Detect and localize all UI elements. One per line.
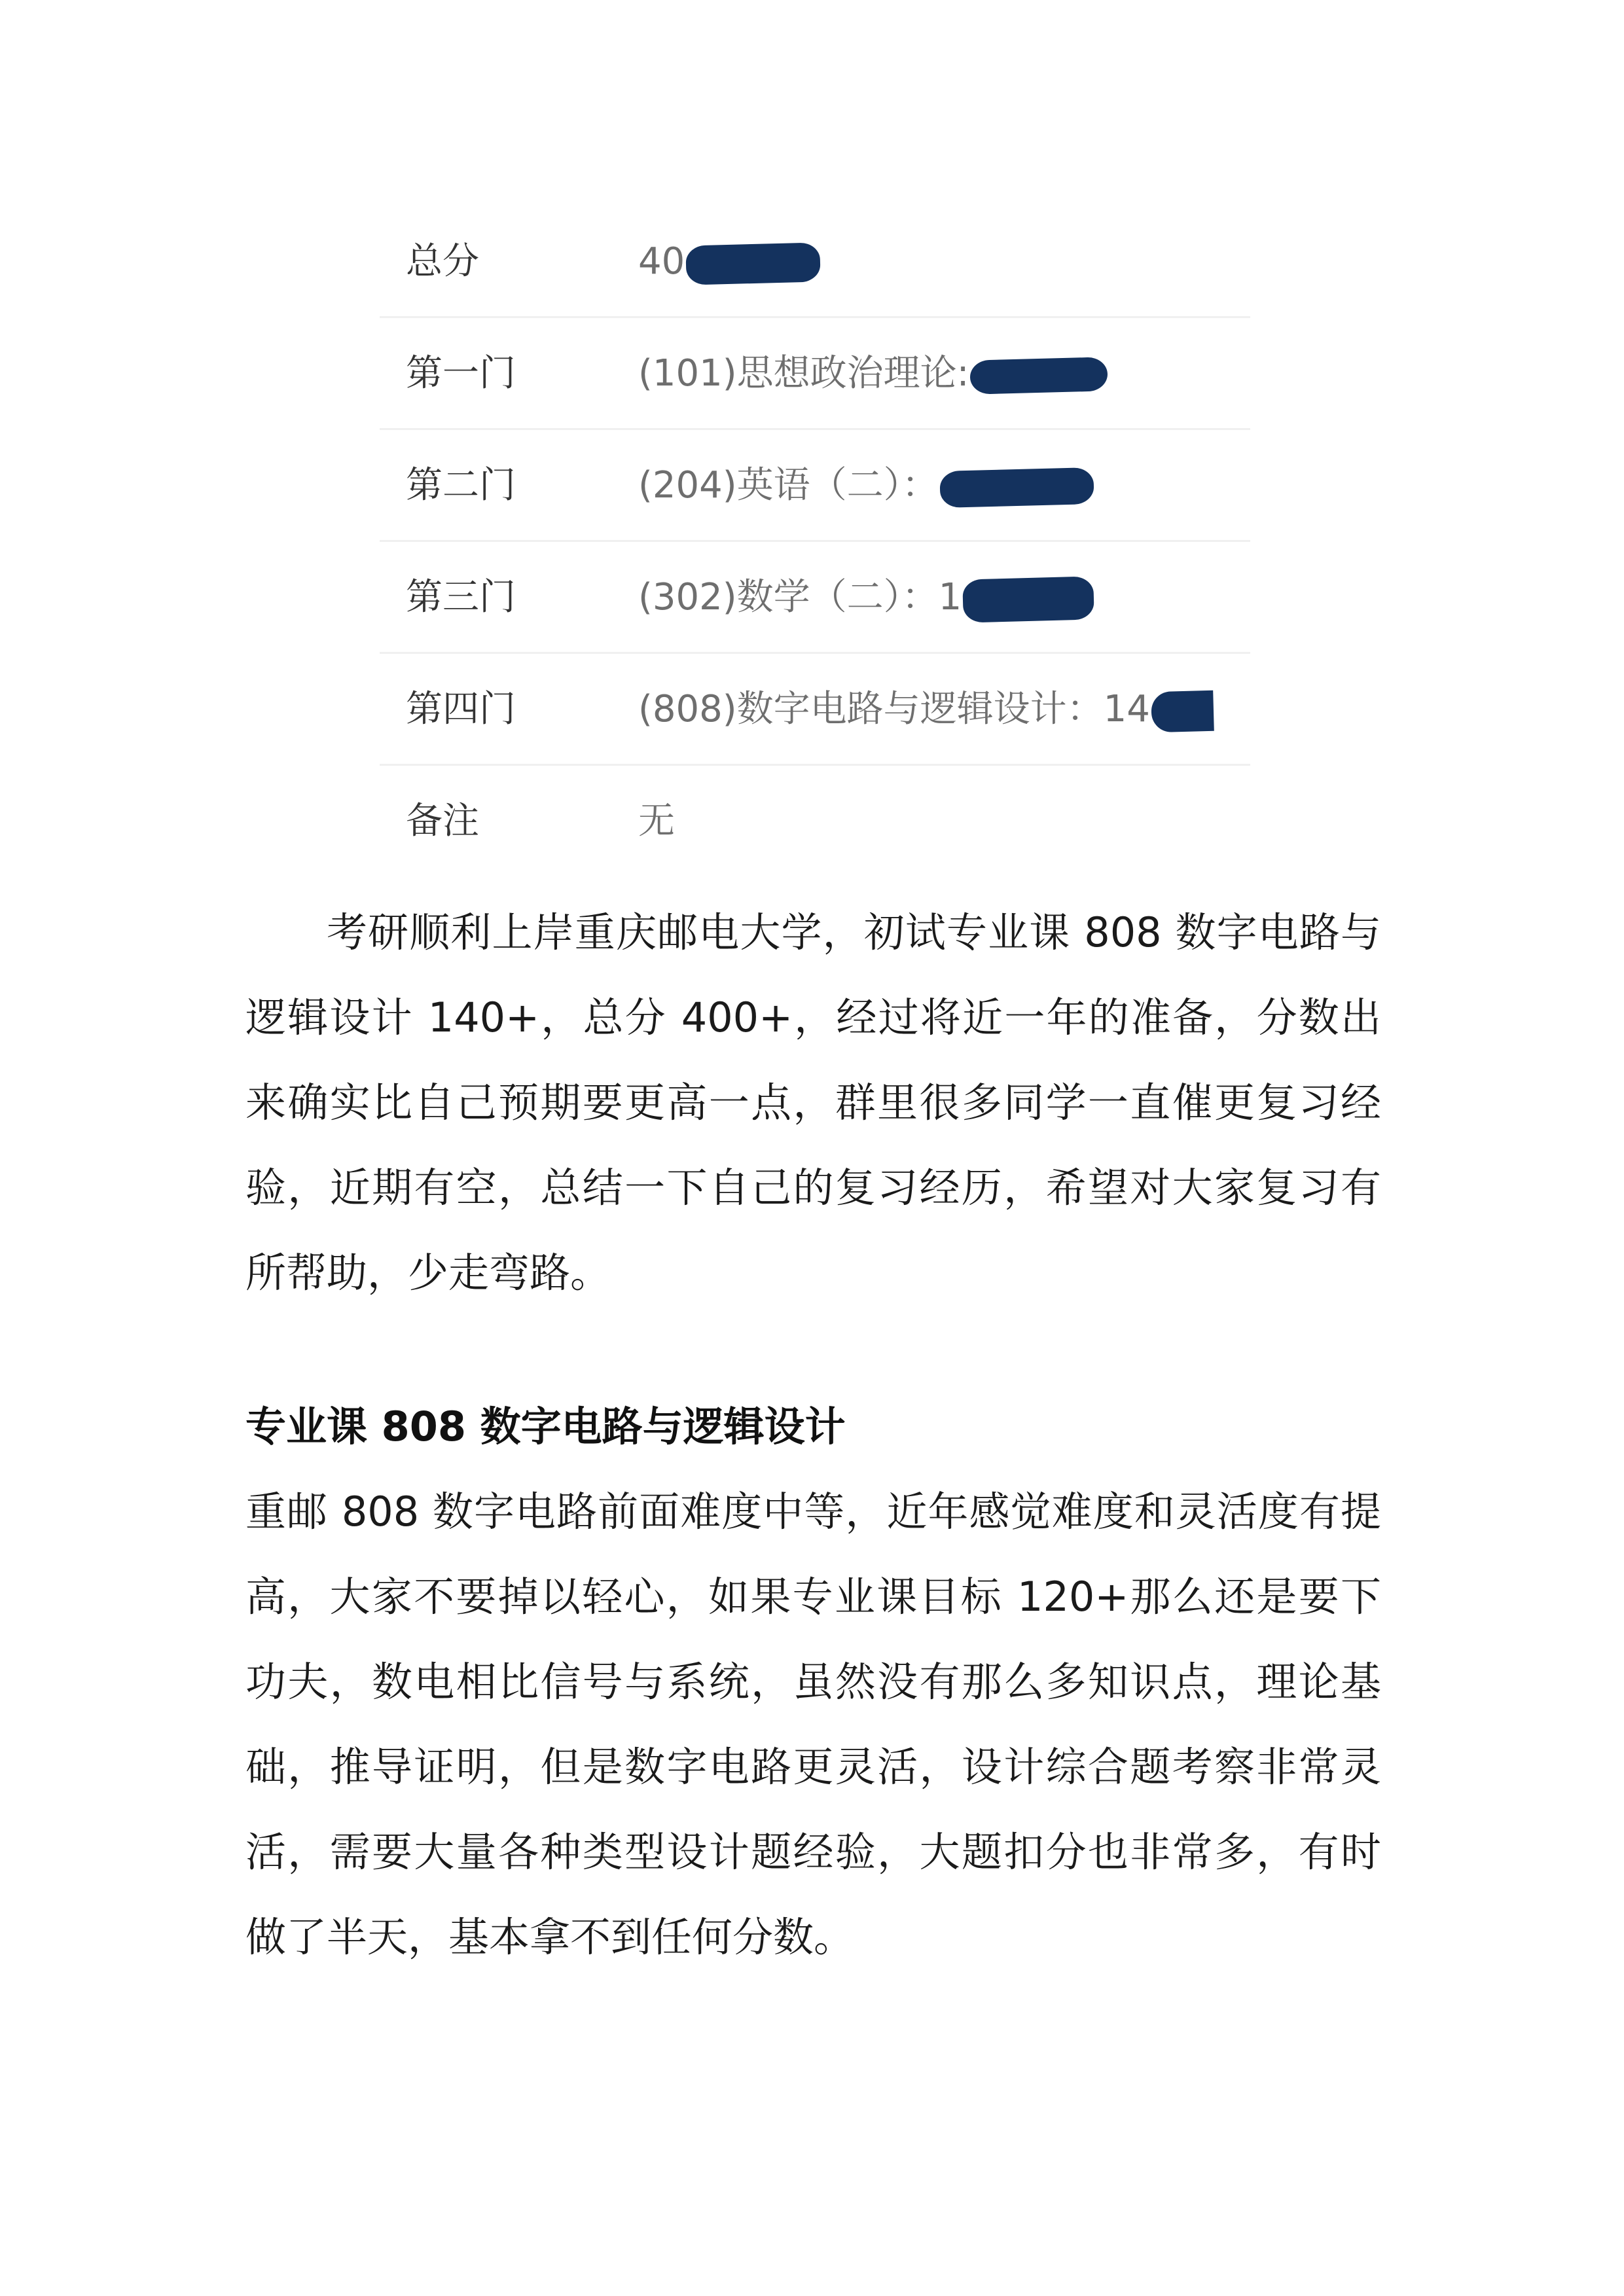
row-label: 第三门 [406,576,516,619]
score-row-subject-4 [380,654,1250,766]
row-value-text: (101)思想政治理论: [638,352,969,395]
redaction-mark [1151,691,1214,732]
redaction-mark [962,576,1094,622]
row-value [638,575,1094,621]
score-row-subject-1 [380,318,1250,430]
row-value-text: (302)数学（二）：1 [638,576,962,619]
article-body [245,890,1381,1980]
redaction-mark [686,242,821,285]
row-value: 无 [638,800,675,842]
row-value-text: (808)数字电路与逻辑设计：14 [638,688,1150,730]
row-label: 第一门 [406,352,516,395]
redaction-mark [970,357,1108,394]
section-heading: 专业课 808 数字电路与逻辑设计 [245,1403,846,1450]
row-value [638,687,1214,732]
row-label: 总分 [406,240,479,283]
row-value [638,239,820,285]
score-row-subject-3 [380,542,1250,654]
row-label: 第四门 [406,688,516,730]
score-row-subject-2 [380,430,1250,542]
row-value [638,351,1108,397]
row-label: 备注 [406,800,479,842]
row-value [638,463,1094,509]
row-value-text: (204)英语（二）： [638,464,939,507]
score-row-remark [380,766,1250,878]
row-label: 第二门 [406,464,516,507]
section-paragraph: 重邮 808 数字电路前面难度中等，近年感觉难度和灵活度有提高，大家不要掉以轻心，如果专业课目标 120+那么还是要下功夫，数电相比信号与系统，虽然没有那么多知识点，理论基础，推导证明，但是数字电路更灵活，设计综合题考察非常灵活，需要大量各种类型设计题经验，大题扣分也非常多，有时做了半天，基本拿不到任何分数。 [245,1488,1381,1961]
redaction-mark [939,467,1094,508]
score-row-total [380,206,1250,318]
row-value-text: 40 [638,240,685,283]
score-table [380,206,1250,878]
intro-paragraph: 考研顺利上岸重庆邮电大学，初试专业课 808 数字电路与逻辑设计 140+，总分 400+，经过将近一年的准备，分数出来确实比自己预期要更高一点，群里很多同学一直催更复习经验，近期有空，总结一下自己的复习经历，希望对大家复习有所帮助，少走弯路。 [245,908,1381,1297]
